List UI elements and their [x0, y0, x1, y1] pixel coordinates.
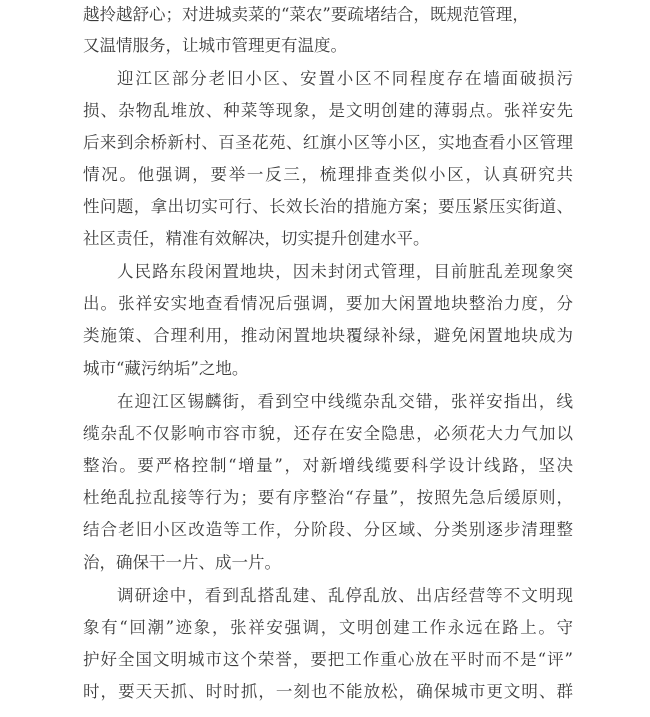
paragraph-first-line: 人民路东段闲置地块，因未封闭式管理，目前脏乱差现象突 — [117, 262, 573, 281]
paragraph-first-line: 迎江区部分老旧小区、安置小区不同程度存在墙面破损污 — [117, 69, 573, 88]
text-line: 出。张祥安实地查看情况后强调，要加大闲置地块整治力度，分 — [83, 294, 573, 313]
text-line: 杜绝乱拉乱接等行为；要有序整治“存量”，按照先急后缓原则， — [83, 488, 573, 507]
text-line: 治，确保干一片、成一片。 — [83, 553, 281, 572]
text-line: 缆杂乱不仅影响市容市貌，还存在安全隐患，必须花大力气加以 — [83, 424, 573, 443]
text-line: 护好全国文明城市这个荣誉，要把工作重心放在平时而不是“评” — [83, 650, 573, 669]
text-line: 城市“藏污纳垢”之地。 — [83, 359, 249, 378]
paragraph-first-line: 调研途中，看到乱搭乱建、乱停乱放、出店经营等不文明现 — [117, 586, 573, 605]
text-line: 情况。他强调，要举一反三，梳理排查类似小区，认真研究共 — [83, 165, 573, 184]
text-line: 损、杂物乱堆放、种菜等现象，是文明创建的薄弱点。张祥安先 — [83, 101, 573, 120]
text-line: 时，要天天抓、时时抓，一刻也不能放松，确保城市更文明、群 — [83, 682, 573, 701]
text-line: 结合老旧小区改造等工作，分阶段、分区域、分类别逐步清理整 — [83, 520, 573, 539]
text-line: 性问题，拿出切实可行、长效长治的措施方案；要压紧压实街道、 — [83, 197, 573, 216]
text-line: 越拎越舒心；对进城卖菜的“菜农”要疏堵结合，既规范管理， — [83, 5, 529, 24]
text-line: 类施策、合理利用，推动闲置地块覆绿补绿，避免闲置地块成为 — [83, 326, 573, 345]
paragraph-first-line: 在迎江区锡麟街，看到空中线缆杂乱交错，张祥安指出，线 — [117, 392, 573, 411]
text-line: 后来到余桥新村、百圣花苑、红旗小区等小区，实地查看小区管理 — [83, 133, 573, 152]
text-line: 整治。要严格控制“增量”，对新增线缆要科学设计线路，坚决 — [83, 456, 573, 475]
text-line: 象有“回潮”迹象，张祥安强调，文明创建工作永远在路上。守 — [83, 618, 573, 637]
text-line: 又温情服务，让城市管理更有温度。 — [83, 36, 347, 55]
text-line: 社区责任，精准有效解决，切实提升创建水平。 — [83, 229, 430, 248]
